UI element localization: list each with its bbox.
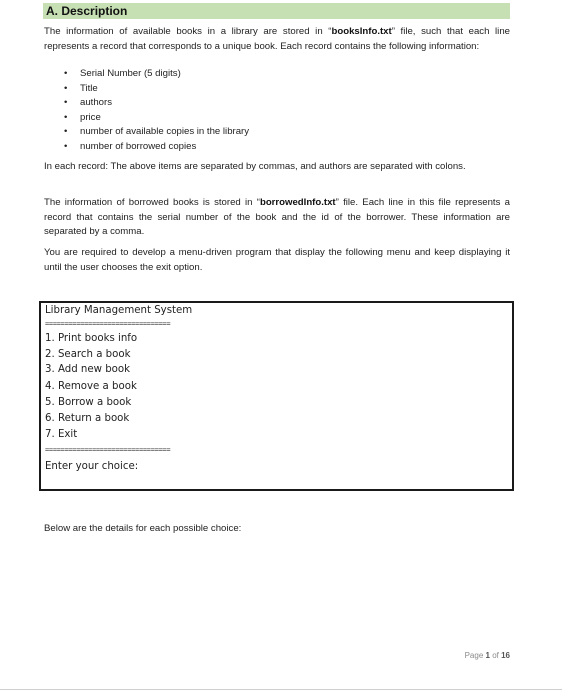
list-item	[64, 111, 249, 126]
list-item-label: Serial Number (5 digits)	[80, 68, 181, 79]
list-item-label: number of available copies in the library	[80, 126, 250, 137]
menu-item-search-book: 2. Search a book	[45, 349, 131, 360]
bullet-icon: •	[64, 82, 68, 94]
intro-text-start: The information of available books in a library are stored in “	[44, 26, 332, 37]
bullet-icon: •	[64, 126, 68, 137]
bullet-icon: •	[64, 68, 68, 79]
list-item	[64, 96, 249, 111]
menu-item-print-books: 1. Print books info	[45, 333, 138, 344]
menu-item-borrow-book: 5. Borrow a book	[45, 397, 132, 408]
menu-divider-top: ================================	[45, 320, 171, 328]
list-item	[64, 67, 249, 82]
bullet-icon: •	[64, 111, 68, 123]
menu-item-remove-book: 4. Remove a book	[45, 381, 137, 392]
menu-item-exit: 7. Exit	[45, 429, 78, 440]
menu-title: Library Management System	[45, 305, 193, 316]
books-file-name: booksInfo.txt	[331, 26, 392, 37]
borrowed-paragraph	[44, 196, 510, 240]
section-heading: A. Description	[43, 3, 510, 19]
list-item-label: number of borrowed copies	[80, 140, 197, 152]
list-item	[64, 82, 249, 97]
task-paragraph: You are required to develop a menu-driven program that display the following menu and keep displaying it until the user chooses the exit option.	[44, 247, 510, 273]
page-word: Page	[464, 651, 484, 660]
list-item-label: authors	[80, 97, 112, 108]
menu-item-return-book: 6. Return a book	[45, 413, 130, 424]
intro-paragraph	[44, 25, 510, 54]
total-pages: 16	[501, 651, 510, 660]
page-number	[465, 651, 510, 660]
of-word: of	[492, 651, 499, 660]
menu-box	[39, 301, 514, 491]
bullet-icon: •	[64, 97, 68, 108]
bullet-icon: •	[64, 140, 68, 152]
menu-prompt: Enter your choice:	[45, 461, 139, 472]
record-fields-list	[64, 67, 249, 154]
list-item-label: Title	[80, 82, 98, 94]
details-paragraph: Below are the details for each possible choice:	[44, 523, 242, 534]
menu-item-add-book: 3. Add new book	[45, 364, 131, 375]
list-item	[64, 125, 249, 140]
list-item-label: price	[80, 111, 101, 123]
current-page: 1	[485, 651, 490, 660]
borrowed-text-start: The information of borrowed books is stored in “	[44, 197, 260, 208]
list-item	[64, 140, 249, 155]
intro-text-end: ” file, such that each line represents a record that corresponds to a unique book. Each record contains the following information:	[44, 26, 510, 52]
record-note-paragraph: In each record: The above items are separated by commas, and authors are separated with colons.	[44, 161, 466, 172]
borrowed-text-end: ” file. Each line in this file represents a record that contains the serial number of the book and the id of the borrower. These information are separated by a comma.	[44, 197, 510, 237]
page-bottom-divider	[0, 689, 562, 690]
borrowed-file-name: borrowedInfo.txt	[259, 197, 336, 208]
menu-divider-bottom: ================================	[45, 446, 171, 454]
